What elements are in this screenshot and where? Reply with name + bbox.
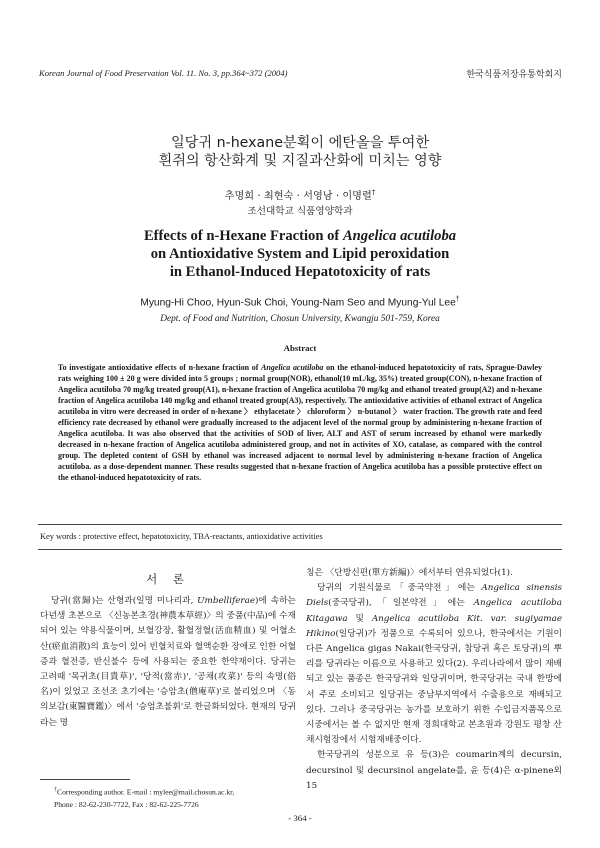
english-title-species: Angelica acutiloba bbox=[342, 228, 457, 244]
english-title-line-3: in Ethanol-Induced Hepatotoxicity of rats bbox=[169, 264, 431, 280]
abstract-text-start: To investigate antioxidative effects of n-hexane fraction of bbox=[58, 363, 262, 372]
introduction-left-column bbox=[40, 594, 296, 731]
english-title-line-1 bbox=[0, 227, 600, 246]
korean-title-line-1: 일당귀 n-hexane분획이 에탄올을 투여한 bbox=[170, 135, 430, 151]
intro-p1-rest: )에 속하는 다년생 초본으로 〈신농본초경(神農本草經)〉의 중품(中品)에 수재되어 있는 약용식물이며, 보혈강장, 활혈정혈(活血精血) 및 어혈소산(瘀血消散)의 효능이 있어 빈혈치료와 혈액순환 장애로 인한 어혈증과 혈전증, 반신불수 등에 사용되는 중요한 한약재이다. 당귀는 고려때 '목귀초(目貴草)', '당적(當赤)', '공채(攻菜)' 등의 속명(俗名)이 있었고 조선조 초기에는 '승암초(僧庵草)'로 불리었으며 〈동의보감(東醫寶鑑)〉에서 '승엄초불휘'로 한글화되었다. 현재의 당귀라는 명 bbox=[40, 596, 296, 728]
keywords bbox=[40, 532, 323, 541]
keywords-bottom-rule bbox=[38, 549, 562, 550]
intro-paragraph-continued: 칭은 〈단방신편(單方新編)〉에서부터 연유되었다(1). bbox=[306, 568, 513, 578]
intro-family-name: Umbelliferae bbox=[197, 596, 256, 606]
abstract-text-rest: on the ethanol-induced hepatotoxicity of rats, Sprague-Dawley rats weighing 100 ± 20 g were divided into 5 groups ; normal group(NOR), ethanol(10 mL/kg, 35%) treated group(CON), n-hexane fraction of Angelica acutiloba 70 mg/kg treated group(A1), n-hexane fraction of Angelica acutiloba 70 mg/kg and ethanol treated group(A2) and n-hexane fraction of Angelica acutiloba 140 mg/kg and ethanol treated group(A3), respectively. The antioxidative activities of ethanol extract of Angelica acutiloba in vitro were decreased in order of n-hexane 〉 ethylacetate 〉 chloroform 〉 n-butanol 〉 water fraction. The growth rate and feed efficiency rate decreased by ethanol were gradually increased to the adjacent level of the normal group by administering n-hexane fraction of Angelica acutiloba. It was also observed that the activities of SOD of liver, ALT and AST of serum increased by ethanol were markedly decreased in n-hexane fraction of Angelica acutiloba administered group, and not in activites of XO, catalase, as compared with the control group. The depleted content of GSH by ethanol was increased adjacent to normal level by administering n-hexane fraction of Angelica acutiloba. as a dose-dependent manner. These results suggested that n-hexane fraction of Angelica acutiloba has a possible protective effect on the ethanol-induced hepatotoxicity of rats. bbox=[58, 363, 542, 483]
english-title-prefix: Effects of n-Hexane Fraction of bbox=[143, 228, 343, 244]
intro-p2-species-3: Angelica acutiloba Kit. var. sugiyamae Hikino bbox=[306, 613, 562, 639]
intro-p2-species-2: Angelica acutiloba Kitagawa bbox=[306, 598, 562, 624]
keywords-label: Key words : bbox=[40, 532, 84, 541]
keywords-top-rule bbox=[38, 524, 562, 525]
abstract-heading: Abstract bbox=[283, 343, 317, 353]
page-number: - 364 - bbox=[288, 813, 312, 823]
corresponding-author-footnote bbox=[54, 784, 234, 811]
english-title-line-2: on Antioxidative System and Lipid peroxidation bbox=[150, 246, 450, 262]
intro-p2-d: (일당귀)가 정품으로 수록되어 있으나, 한국에서는 기원이 다른 Angelica gigas Nakai(한국당귀, 참당귀 혹은 토당귀)의 뿌리를 당귀라는 이름으로 사용하고 있다(2). 우리나라에서 많이 재배되고 있는 품종은 한국당귀와 일당귀이며, 한국당귀는 국내 한방에서 주로 소비되고 일당귀는 중남부지역에서 수출용으로 재배되고 있다. 그러나 중국당귀는 농가를 보호하기 위한 수입금지품목으로 시중에서는 볼 수 없지만 현재 경희대학교 본초원과 강원도 평창 산채시험장에서 시험재배중이다. bbox=[306, 628, 562, 746]
society-name: 한국식품저장유통학회지 bbox=[466, 70, 562, 80]
intro-p2-c: 및 bbox=[347, 613, 372, 624]
abstract-species: Angelica acutiloba bbox=[261, 363, 324, 372]
korean-title-line-2: 흰쥐의 항산화계 및 지질과산화에 미치는 영향 bbox=[158, 153, 442, 169]
intro-p2-b: (중국당귀),「일본약전」에는 bbox=[328, 598, 474, 609]
intro-p1-start: 당귀(當歸)는 산형과(일명 미나리과, bbox=[51, 596, 198, 606]
journal-citation: Korean Journal of Food Preservation Vol. 11. No. 3, pp.364~372 (2004) bbox=[39, 68, 288, 78]
intro-paragraph-3: 한국당귀의 성분으로 유 등(3)은 coumarin계의 decursin, decursinol 및 decursinol angelate를, 윤 등(4)은 α-pinene외 15 bbox=[306, 750, 562, 791]
introduction-right-column bbox=[306, 566, 562, 794]
intro-paragraph-1 bbox=[40, 594, 296, 731]
korean-affiliation: 조선대학교 식품영양학과 bbox=[247, 206, 353, 217]
footnote-email: Corresponding author. E-mail : mylee@mail.chosun.ac.kr, bbox=[57, 787, 235, 797]
intro-p2-species-1: Angelica sinensis Diels bbox=[306, 583, 562, 609]
english-affiliation: Dept. of Food and Nutrition, Chosun University, Kwangju 501-759, Korea bbox=[160, 314, 440, 324]
intro-p2-a: 당귀의 기원식물로「중국약전」에는 bbox=[317, 583, 482, 594]
footnote-mark: † bbox=[54, 787, 57, 793]
abstract-body bbox=[58, 362, 542, 484]
footnote-line-1 bbox=[54, 784, 234, 799]
corresponding-author-mark: † bbox=[371, 188, 376, 197]
english-corresponding-mark: † bbox=[455, 296, 460, 303]
footnote-line-2: Phone : 82-62-230-7722, Fax : 82-62-225-7726 bbox=[54, 799, 199, 809]
korean-author-names: 추명희 · 최현숙 · 서영남 · 이명렬 bbox=[224, 191, 372, 202]
keywords-text: protective effect, hepatotoxicity, TBA-reactants, antioxidative activities bbox=[83, 532, 323, 541]
korean-authors bbox=[0, 187, 600, 202]
english-authors bbox=[0, 296, 600, 308]
english-author-names: Myung-Hi Choo, Hyun-Suk Choi, Young-Nam Seo and Myung-Yul Lee bbox=[140, 297, 456, 309]
introduction-heading: 서 론 bbox=[146, 572, 190, 586]
intro-paragraph-2 bbox=[306, 581, 562, 748]
footnote-rule bbox=[40, 779, 130, 780]
